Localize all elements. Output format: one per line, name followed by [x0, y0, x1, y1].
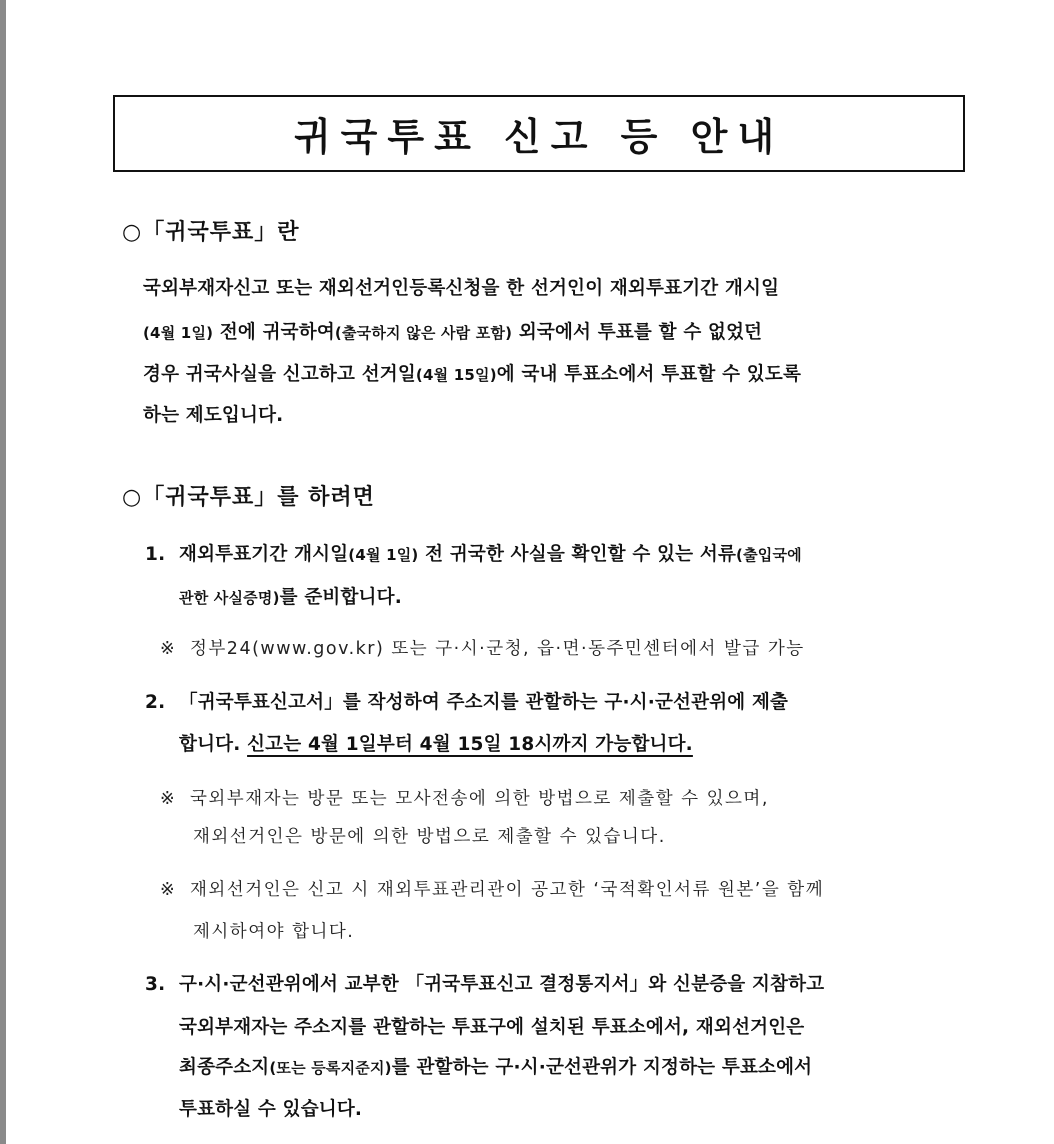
item-3-line-1: 3. 구·시·군선관위에서 교부한 「귀국투표신고 결정통지서」와 신분증을 지참하고: [145, 974, 825, 995]
section1-line-1: 국외부재자신고 또는 재외선거인등록신청을 한 선거인이 재외투표기간 개시일: [143, 278, 780, 299]
note-2-line-2: 재외선거인은 방문에 의한 방법으로 제출할 수 있습니다.: [193, 827, 666, 847]
document-title: 귀국투표 신고 등 안내: [293, 115, 785, 159]
item-2-line-2: 합니다. 신고는 4월 1일부터 4월 15일 18시까지 가능합니다.: [179, 734, 693, 755]
item-3-line-2: 국외부재자는 주소지를 관할하는 투표구에 설치된 투표소에서, 재외선거인은: [179, 1017, 805, 1038]
deadline-underlined: 신고는 4월 1일부터 4월 15일 18시까지 가능합니다.: [247, 734, 693, 755]
section1-line-3: 경우 귀국사실을 신고하고 선거일(4월 15일)에 국내 투표소에서 투표할 수 있도록: [143, 364, 802, 385]
title-box: [113, 95, 965, 172]
section-heading-how-to: ○「귀국투표」를 하려면: [122, 485, 375, 510]
note-3-line-1: ※ 재외선거인은 신고 시 재외투표관리관이 공고한 ‘국적확인서류 원본’을 함께: [160, 880, 825, 900]
page-left-border: [0, 0, 6, 1144]
item-1-line-2: 관한 사실증명)를 준비합니다.: [179, 587, 402, 608]
item-1-line-1: 1. 재외투표기간 개시일(4월 1일) 전 귀국한 사실을 확인할 수 있는 서류(출입국에: [145, 544, 802, 565]
note-2-line-1: ※ 국외부재자는 방문 또는 모사전송에 의한 방법으로 제출할 수 있으며,: [160, 789, 769, 809]
item-3-line-3: 최종주소지(또는 등록지준지)를 관할하는 구·시·군선관위가 지정하는 투표소에서: [179, 1057, 813, 1078]
section-heading-what-is: ○「귀국투표」란: [122, 220, 300, 245]
note-3-line-2: 제시하여야 합니다.: [193, 922, 355, 942]
section1-line-4: 하는 제도입니다.: [143, 405, 284, 426]
note-1: ※ 정부24(www.gov.kr) 또는 구·시·군청, 읍·면·동주민센터에서 발급 가능: [160, 639, 805, 659]
section1-line-2: (4월 1일) 전에 귀국하여(출국하지 않은 사람 포함) 외국에서 투표를 할 수 없었던: [143, 322, 763, 343]
item-2-line-1: 2. 「귀국투표신고서」를 작성하여 주소지를 관할하는 구·시·군선관위에 제출: [145, 692, 789, 713]
item-3-line-4: 투표하실 수 있습니다.: [179, 1099, 363, 1120]
